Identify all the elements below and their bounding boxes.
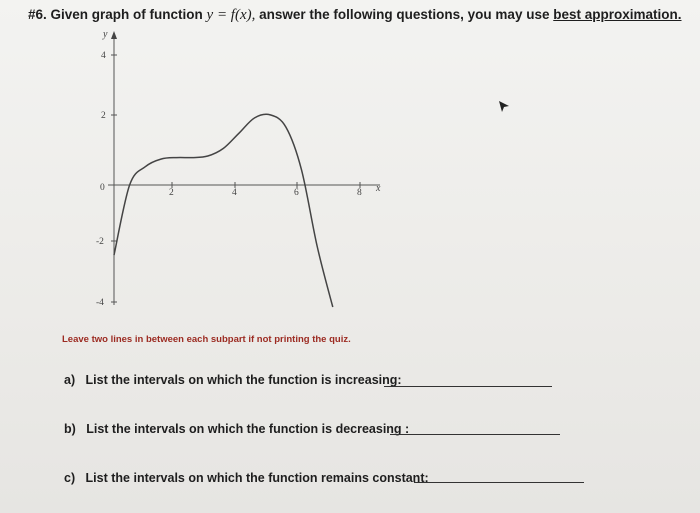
answer-blank-a[interactable]: [384, 386, 552, 387]
instructions-note: Leave two lines in between each subpart if not printing the quiz.: [62, 334, 351, 345]
mouse-cursor-icon: [498, 100, 512, 114]
part-text: List the intervals on which the function is increasing:: [85, 373, 402, 387]
part-letter: a): [64, 373, 76, 387]
question-part-a: [64, 373, 402, 387]
x-axis-label: x: [376, 183, 381, 194]
x-tick-label: 6: [294, 188, 299, 198]
part-letter: b): [64, 422, 76, 436]
answer-blank-c[interactable]: [414, 482, 584, 483]
part-text: List the intervals on which the function remains constant:: [85, 471, 429, 485]
y-axis-arrow-icon: [111, 31, 117, 39]
function-curve: [114, 114, 333, 307]
function-equation: y = f(x),: [206, 7, 256, 23]
x-tick-label: 4: [232, 188, 237, 198]
answer-blank-b[interactable]: [390, 434, 560, 435]
x-tick-label: 2: [169, 188, 174, 198]
question-part-b: [64, 422, 409, 436]
x-tick-label: 8: [357, 188, 362, 198]
question-part-c: [64, 471, 429, 485]
part-text: List the intervals on which the function is decreasing :: [86, 422, 410, 436]
origin-label: 0: [100, 183, 105, 193]
y-tick-label: -2: [96, 237, 104, 247]
y-tick-label: 2: [101, 111, 106, 121]
function-graph: [80, 25, 420, 315]
y-tick-label: 4: [101, 51, 106, 61]
y-axis-label: y: [103, 29, 108, 40]
part-letter: c): [64, 471, 76, 485]
best-approximation-text: best approximation.: [553, 7, 682, 22]
question-middle: answer the following questions, you may use: [259, 7, 550, 22]
question-prefix: #6. Given graph of function: [28, 7, 203, 22]
question-title: [28, 7, 682, 24]
y-tick-label: -4: [96, 298, 104, 308]
